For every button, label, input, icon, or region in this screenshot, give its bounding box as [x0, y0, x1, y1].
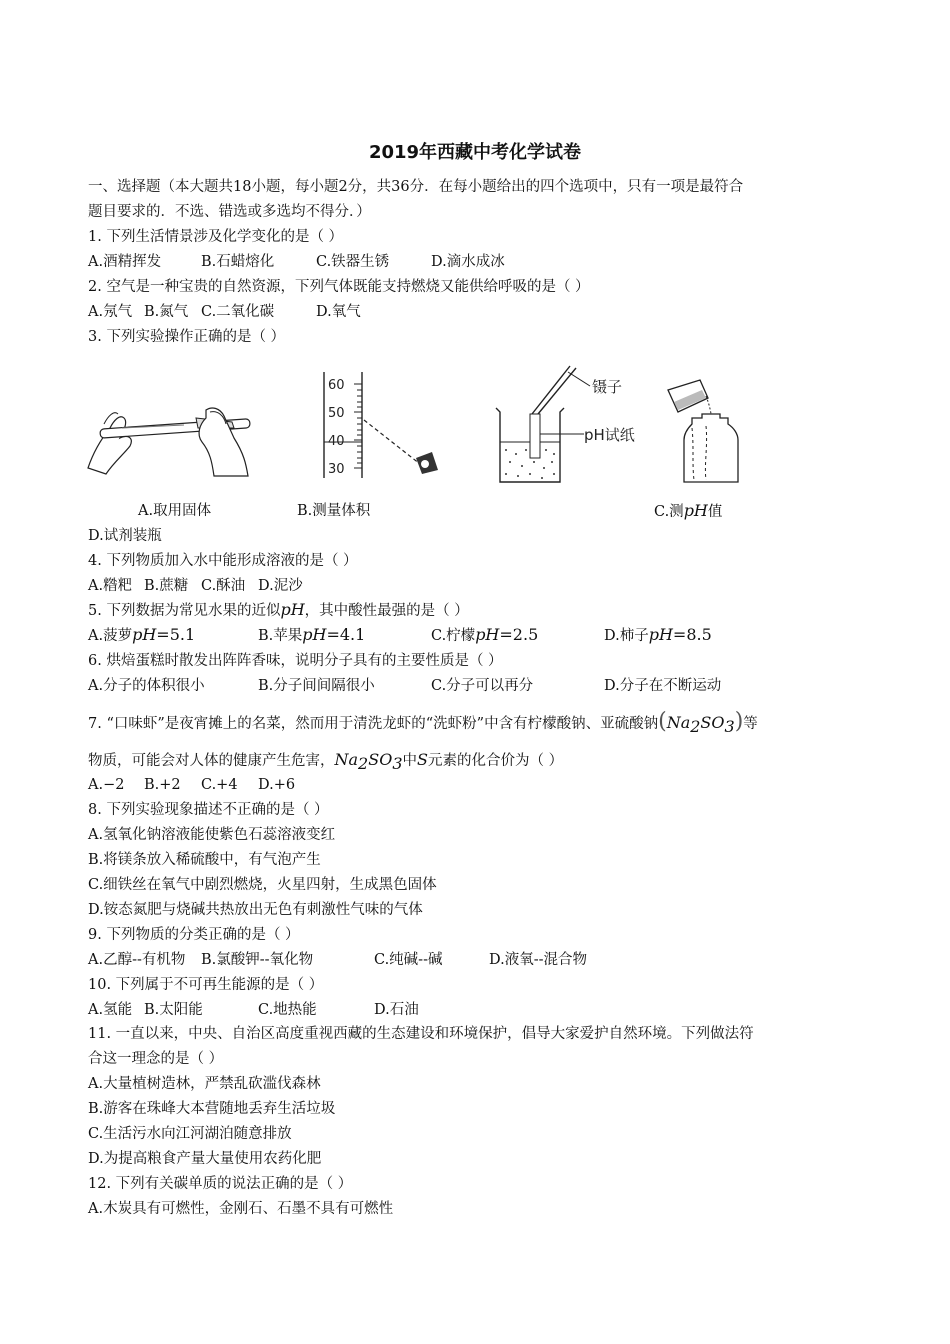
page-title: 2019年西藏中考化学试卷 [368, 142, 582, 163]
q6-option-a: A.分子的体积很小 [88, 678, 205, 694]
q10-stem: 10. 下列属于不可再生能源的是（ ） [88, 977, 324, 993]
q3-stem: 3. 下列实验操作正确的是（ ） [88, 329, 286, 345]
measuring-volume-figure [322, 370, 442, 480]
q4-option-b: B.蔗糖 [144, 578, 189, 594]
q4-option-d: D.泥沙 [258, 578, 303, 594]
q11-option-c: C.生活污水向江河湖泊随意排放 [88, 1126, 292, 1142]
q5-option-b: B.苹果pH=4.1 [258, 625, 366, 644]
q9-option-c: C.纯碱--碱 [374, 952, 443, 968]
q4-option-c: C.酥油 [201, 578, 246, 594]
q12-option-a: A.木炭具有可燃性，金刚石、石墨不具有可燃性 [88, 1201, 394, 1217]
q7-option-b: B.+2 [144, 777, 181, 793]
q8-option-c: C.细铁丝在氧气中剧烈燃烧，火星四射，生成黑色固体 [88, 877, 437, 893]
q1-option-b: B.石蜡熔化 [201, 254, 275, 270]
q2-option-c: C.二氧化碳 [201, 304, 275, 320]
q8-option-a: A.氢氧化钠溶液能使紫色石蕊溶液变红 [88, 827, 336, 843]
q11-option-d: D.为提高粮食产量大量使用农药化肥 [88, 1151, 322, 1167]
q12-stem: 12. 下列有关碳单质的说法正确的是（ ） [88, 1176, 353, 1192]
q6-option-b: B.分子间间隔很小 [258, 678, 375, 694]
q7-stem-line1: 7. “口味虾”是夜宵摊上的名菜，然而用于清洗龙虾的“洗虾粉”中含有柠檬酸钠、亚硫酸钠$(Na_2SO_3)$等 [88, 709, 758, 736]
q11-stem-line2: 合这一理念的是（ ） [88, 1051, 224, 1067]
q3-option-b: B.测量体积 [297, 503, 371, 519]
ph-paper-label: pH试纸 [584, 426, 635, 444]
q5-option-a: A.菠萝pH=5.1 [88, 625, 196, 644]
q2-stem: 2. 空气是一种宝贵的自然资源，下列气体既能支持燃烧又能供给呼吸的是（ ） [88, 279, 590, 295]
q5-stem: 5. 下列数据为常见水果的近似pH，其中酸性最强的是（ ） [88, 600, 469, 619]
q7-option-c: C.+4 [201, 777, 238, 793]
q8-option-b: B.将镁条放入稀硫酸中，有气泡产生 [88, 852, 321, 868]
q4-option-a: A.糌粑 [88, 578, 133, 594]
q11-option-b: B.游客在珠峰大本营随地丢弃生活垃圾 [88, 1101, 336, 1117]
tick-label: 40 [328, 434, 345, 449]
q8-stem: 8. 下列实验现象描述不正确的是（ ） [88, 802, 329, 818]
q2-option-d: D.氧气 [316, 304, 361, 320]
reagent-bottling-figure [662, 376, 742, 484]
q1-option-c: C.铁器生锈 [316, 254, 390, 270]
q9-option-d: D.液氧--混合物 [489, 952, 588, 968]
tick-label: 50 [328, 406, 345, 421]
q2-option-a: A.氖气 [88, 304, 133, 320]
q7-option-d: D.+6 [258, 777, 296, 793]
q5-option-c: C.柠檬pH=2.5 [431, 625, 539, 644]
q10-option-d: D.石油 [374, 1002, 419, 1018]
q6-option-d: D.分子在不断运动 [604, 678, 722, 694]
q3-option-a: A.取用固体 [138, 503, 212, 519]
taking-solid-figure [84, 398, 252, 478]
q10-option-c: C.地热能 [258, 1002, 317, 1018]
tick-label: 30 [328, 462, 345, 477]
q7-stem-line2: 物质，可能会对人体的健康产生危害，$Na_2SO_3$中S元素的化合价为（ ） [88, 750, 564, 773]
q9-option-a: A.乙醇--有机物 [88, 952, 186, 968]
q1-option-d: D.滴水成冰 [431, 254, 505, 270]
q2-option-b: B.氮气 [144, 304, 189, 320]
q3-option-c: C.测pH值 [654, 501, 723, 520]
q7-option-a: A.−2 [88, 777, 125, 793]
ph-test-figure [490, 362, 650, 486]
q11-option-a: A.大量植树造林，严禁乱砍滥伐森林 [88, 1076, 321, 1092]
q4-stem: 4. 下列物质加入水中能形成溶液的是（ ） [88, 553, 358, 569]
q1-option-a: A.酒精挥发 [88, 254, 162, 270]
tweezers-label: 镊子 [592, 378, 623, 396]
tick-label: 60 [328, 378, 345, 393]
q1-stem: 1. 下列生活情景涉及化学变化的是（ ） [88, 229, 344, 245]
q8-option-d: D.铵态氮肥与烧碱共热放出无色有刺激性气味的气体 [88, 902, 423, 918]
q5-option-d: D.柿子pH=8.5 [604, 625, 712, 644]
q6-option-c: C.分子可以再分 [431, 678, 534, 694]
section-heading: 一、选择题（本大题共18小题，每小题2分，共36分．在每小题给出的四个选项中，只有一项是最符合 [88, 179, 744, 195]
q9-stem: 9. 下列物质的分类正确的是（ ） [88, 927, 300, 943]
q10-option-b: B.太阳能 [144, 1002, 203, 1018]
q9-option-b: B.氯酸钾--氧化物 [201, 952, 314, 968]
q10-option-a: A.氢能 [88, 1002, 133, 1018]
q3-option-d: D.试剂装瓶 [88, 528, 162, 544]
q11-stem-line1: 11. 一直以来，中央、自治区高度重视西藏的生态建设和环境保护，倡导大家爱护自然环境。下列做法符 [88, 1026, 754, 1042]
section-heading-cont: 题目要求的．不选、错选或多选均不得分．） [88, 204, 371, 220]
q6-stem: 6. 烘焙蛋糕时散发出阵阵香味，说明分子具有的主要性质是（ ） [88, 653, 503, 669]
